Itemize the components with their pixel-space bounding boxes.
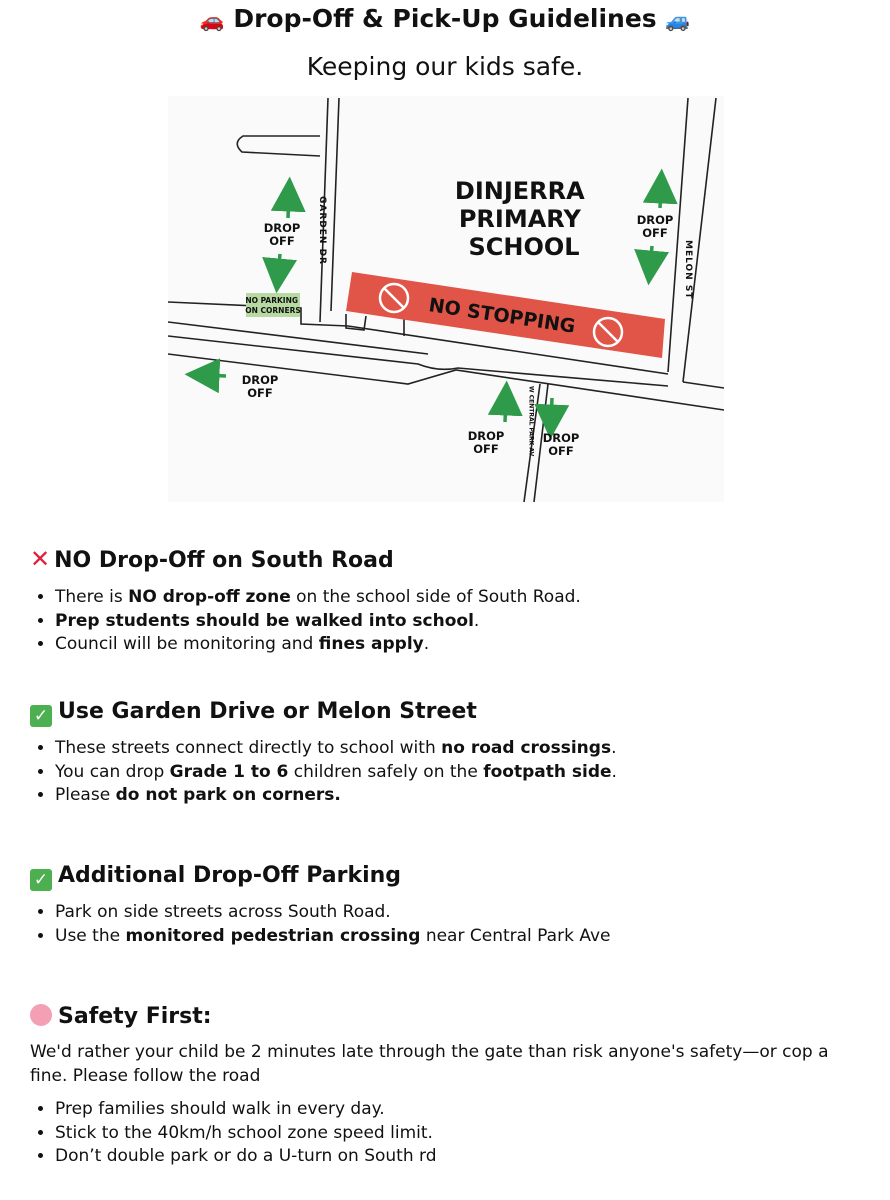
drop-off-melon: DROP OFF xyxy=(636,213,674,240)
no-parking-line-2: ON CORNERS xyxy=(245,306,301,315)
no-parking-label xyxy=(245,296,301,315)
garden-dr-label: GARDEN DR xyxy=(317,196,327,265)
section-safety-first xyxy=(30,1002,870,1169)
school-name xyxy=(455,177,593,261)
melon-st-label: MELON ST xyxy=(683,240,693,300)
school-name-line-2: PRIMARY xyxy=(458,205,581,233)
section-south-road xyxy=(30,546,870,657)
no-stopping-label: NO STOPPING xyxy=(427,294,577,338)
section-garden-melon xyxy=(30,697,870,808)
arrow-central-down xyxy=(551,398,552,422)
drop-off-garden: DROP OFF xyxy=(263,221,301,248)
page-subtitle: Keeping our kids safe. xyxy=(306,52,584,81)
list-item: • These streets connect directly to school with no road crossings. xyxy=(55,737,870,761)
bullet-list xyxy=(30,586,870,657)
arrow-central-up xyxy=(505,398,506,422)
red-car-icon: 🚗 xyxy=(199,8,225,32)
school-map xyxy=(168,96,724,502)
title-text: Drop-Off & Pick-Up Guidelines xyxy=(233,4,657,33)
bullet-list xyxy=(30,737,870,808)
list-item: • Park on side streets across South Road. xyxy=(55,901,870,925)
arrow-garden-up xyxy=(288,194,289,218)
drop-off-south: DROP OFF xyxy=(241,373,279,400)
bullet-list xyxy=(30,1098,870,1169)
blue-car-icon: 🚙 xyxy=(665,8,691,32)
section-additional-parking xyxy=(30,861,870,948)
central-park-av-label: W CENTRAL PARK AV xyxy=(527,386,535,457)
school-name-line-3: SCHOOL xyxy=(468,233,580,261)
list-item: • There is NO drop-off zone on the school side of South Road. xyxy=(55,586,870,610)
section-heading: ✓ Use Garden Drive or Melon Street xyxy=(30,697,870,727)
arrow-garden-down xyxy=(278,254,280,276)
list-item: • You can drop Grade 1 to 6 children safely on the footpath side. xyxy=(55,761,870,785)
list-item: • Stick to the 40km/h school zone speed limit. xyxy=(55,1122,870,1146)
list-item: • Prep students should be walked into school. xyxy=(55,610,870,634)
arrow-melon-down xyxy=(650,246,652,268)
drop-off-central-right: DROP OFF xyxy=(542,431,580,458)
brain-icon xyxy=(30,1004,52,1026)
page-title xyxy=(0,2,890,37)
section-heading: ✓ Additional Drop-Off Parking xyxy=(30,861,870,891)
list-item: • Don’t double park or do a U-turn on South rd xyxy=(55,1145,870,1169)
school-name-line-1: DINJERRA xyxy=(454,177,585,205)
list-item: • Please do not park on corners. xyxy=(55,784,870,808)
list-item: • Use the monitored pedestrian crossing near Central Park Ave xyxy=(55,925,870,949)
arrow-melon-up xyxy=(660,186,661,208)
section-heading: Safety First: xyxy=(30,1002,870,1032)
safety-paragraph: We'd rather your child be 2 minutes late through the gate than risk anyone's safety—or cop a fine. Please follow the road xyxy=(30,1042,829,1086)
check-mark-icon: ✓ xyxy=(30,869,52,891)
drop-off-central-left: DROP OFF xyxy=(467,429,505,456)
arrow-south-left xyxy=(202,375,226,376)
list-item: • Council will be monitoring and fines apply. xyxy=(55,633,870,657)
bullet-list xyxy=(30,901,870,948)
no-parking-line-1: NO PARKING xyxy=(245,296,299,305)
list-item: • Prep families should walk in every day. xyxy=(55,1098,870,1122)
section-heading: ✕ NO Drop-Off on South Road xyxy=(30,545,394,573)
check-mark-icon: ✓ xyxy=(30,705,52,727)
cross-mark-icon: ✕ xyxy=(30,545,51,573)
